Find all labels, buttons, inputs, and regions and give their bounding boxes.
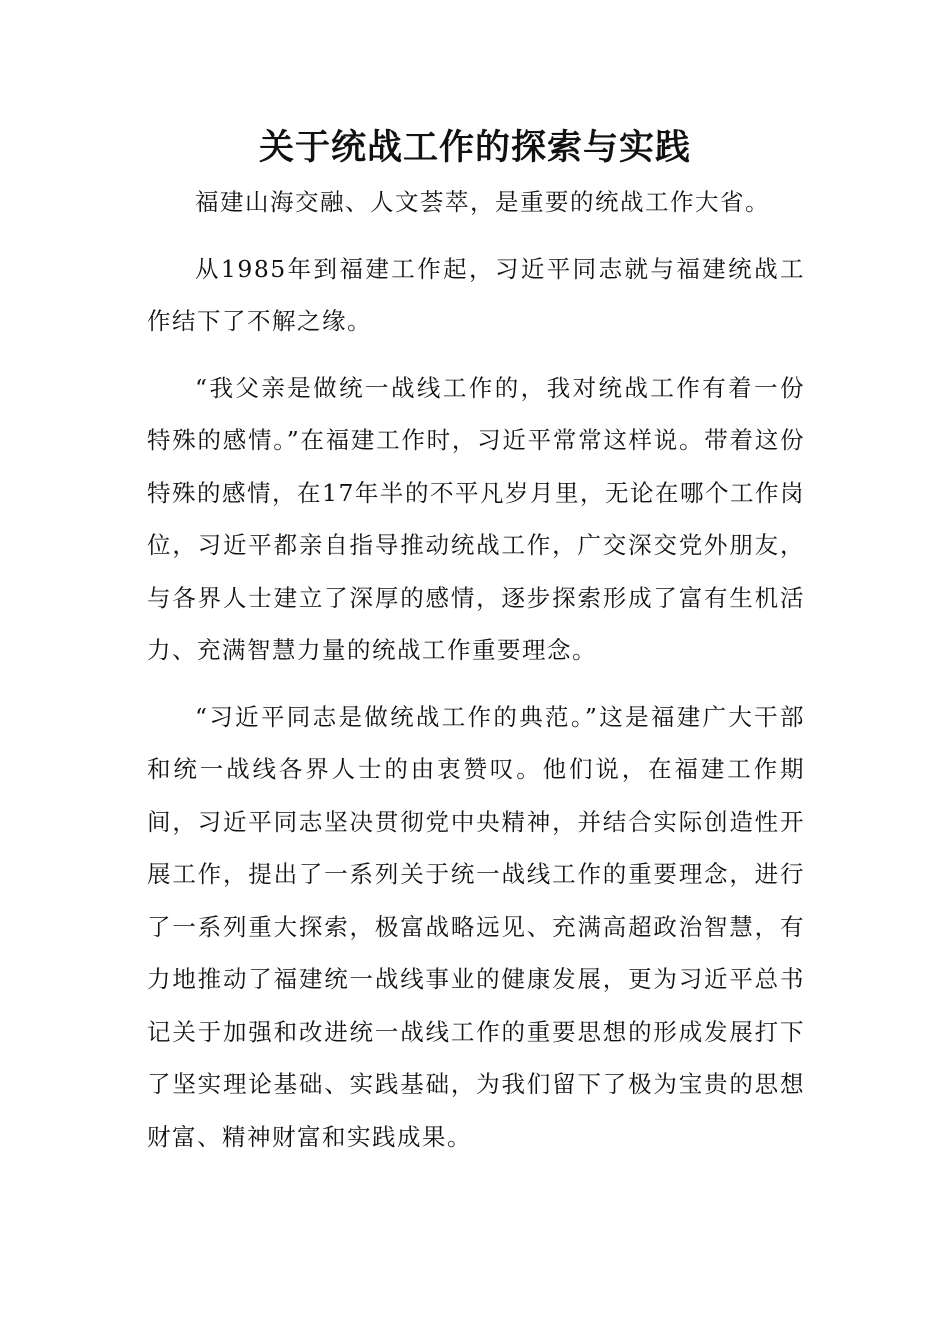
- paragraph-2: 从1985年到福建工作起，习近平同志就与福建统战工作结下了不解之缘。: [147, 254, 805, 335]
- paragraph-4: “习近平同志是做统战工作的典范。”这是福建广大干部和统一战线各界人士的由衷赞叹。他们说，在福建工作期间，习近平同志坚决贯彻党中央精神，并结合实际创造性开展工作，提出了一系列关于统一战线工作的重要理念，进行了一系列重大探索，极富战略远见、充满高超政治智慧，有力地推动了福建统一战线事业的健康发展，更为习近平总书记关于加强和改进统一战线工作的重要思想的形成发展打下了坚实理论基础、实践基础，为我们留下了极为宝贵的思想财富、精神财富和实践成果。: [147, 702, 805, 1151]
- document-body: [147, 176, 805, 1177]
- document-title: 关于统战工作的探索与实践: [258, 127, 691, 168]
- paragraph-1: 福建山海交融、人文荟萃，是重要的统战工作大省。: [195, 188, 770, 216]
- paragraph-3: “我父亲是做统一战线工作的，我对统战工作有着一份特殊的感情。”在福建工作时，习近平常常这样说。带着这份特殊的感情，在17年半的不平凡岁月里，无论在哪个工作岗位，习近平都亲自指导推动统战工作，广交深交党外朋友，与各界人士建立了深厚的感情，逐步探索形成了富有生机活力、充满智慧力量的统战工作重要理念。: [147, 373, 805, 664]
